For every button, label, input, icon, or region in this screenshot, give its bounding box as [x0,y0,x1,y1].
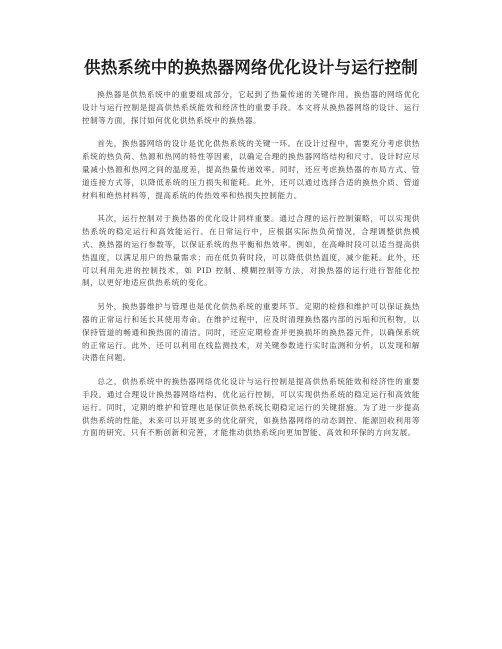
paragraph-operation-control: 其次，运行控制对于换热器的优化设计同样重要。通过合理的运行控制策略，可以实现供热系统的稳定运行和高效能运行。在日常运行中，应根据实际热负荷情况，合理调整供热模式、换热器的运行参数等，以保证系统的热平衡和热效率。例如，在高峰时段可以适当提高供热温度，以满足用户的热量需求；而在低负荷时段，可以降低供热温度，减少能耗。此外，还可以利用先进的控制技术，如 PID 控制、模糊控制等方法，对换热器的运行进行智能化控制，以更好地适应供热系统的变化。 [82,214,420,288]
paragraph-conclusion: 总之，供热系统中的换热器网络优化设计与运行控制是提高供热系统能效和经济性的重要手段。通过合理设计换热器网络结构、优化运行控制，可以实现供热系统的稳定运行和高效能运行。同时，定期的维护和管理也是保证供热系统长期稳定运行的关键措施。为了进一步提高供热系统的性能，未来可以开展更多的优化研究，如换热器网络的动态调控、能源回收利用等方面的研究。只有不断创新和完善，才能推动供热系统向更加智能、高效和环保的方向发展。 [82,377,420,438]
paragraph-design: 首先，换热器网络的设计是优化供热系统的关键一环。在设计过程中，需要充分考虑供热系统的热负荷、热源和热网的特性等因素，以确定合理的换热器网络结构和尺寸。设计时应尽量减小热源和热网之间的温度差，提高热量传递效率。同时，还应考虑换热器的布局方式、管道连接方式等，以降低系统的压力损失和能耗。此外，还可以通过选择合适的换热介质、管道材料和绝热材料等，提高系统的传热效率和热损失控制能力。 [82,139,420,200]
document-title: 供热系统中的换热器网络优化设计与运行控制 [84,58,418,77]
paragraph-intro: 换热器是供热系统中的重要组成部分，它起到了热量传递的关键作用。换热器的网络优化设计与运行控制是提高供热系统能效和经济性的重要手段。本文将从换热器网络的设计、运行控制等方面，探讨如何优化供热系统中的换热器。 [82,90,420,125]
paragraph-maintenance: 另外，换热器维护与管理也是优化供热系统的重要环节。定期的检修和维护可以保证换热器的正常运行和延长其使用寿命。在维护过程中，应及时清理换热器内部的污垢和沉积物，以保持管道的畅通和换热面的清洁。同时，还应定期检查并更换损坏的换热器元件，以确保系统的正常运行。此外，还可以利用在线监测技术，对关键参数进行实时监测和分析，以发现和解决潜在问题。 [82,302,420,363]
document-body [82,89,420,440]
